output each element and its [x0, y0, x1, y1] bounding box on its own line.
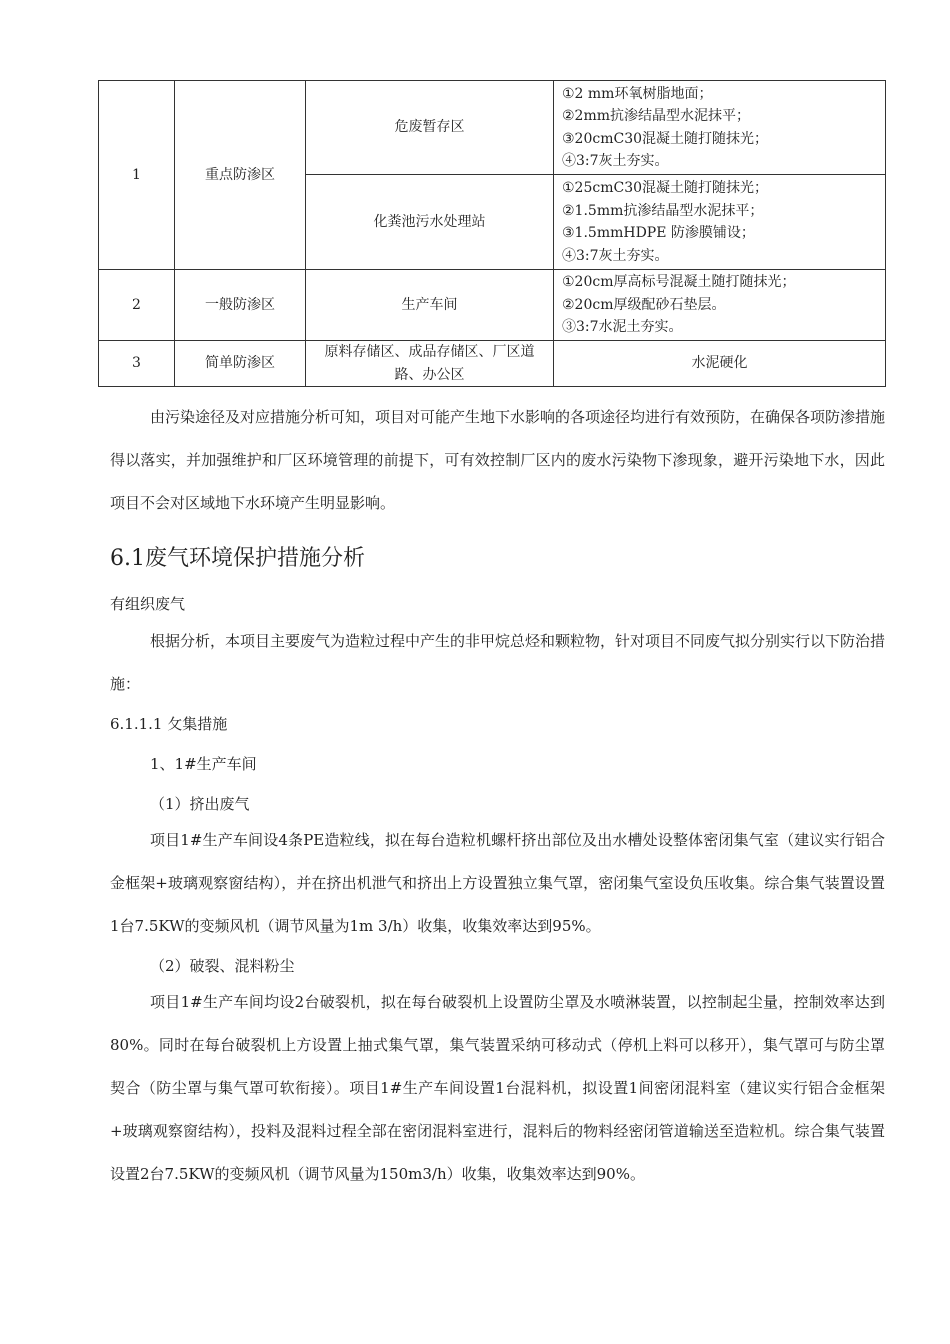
measure-line: ②20cm厚级配砂石垫层。: [562, 296, 726, 313]
seepage-prevention-table: [98, 80, 886, 387]
measure-cell: 水泥硬化: [554, 341, 886, 387]
zone-name: 简单防渗区: [175, 341, 306, 387]
zone-name: 一般防渗区: [175, 270, 306, 341]
row-number: 2: [99, 270, 175, 341]
measure-line: ②2mm抗渗结晶型水泥抹平；: [562, 108, 751, 124]
area-name: 危废暂存区: [306, 81, 554, 175]
measure-line: ③3:7水泥土夯实。: [562, 319, 683, 336]
area-name: 化粪池污水处理站: [306, 175, 554, 270]
row-number: 3: [99, 341, 175, 387]
measures-cell: [554, 175, 886, 270]
subitem-heading: （2）破裂、混料粉尘: [150, 957, 295, 975]
measure-line: ①2 mm环氧树脂地面；: [562, 85, 713, 102]
measure-line: ①25cmC30混凝土随打随抹光；: [562, 180, 769, 196]
row-number: 1: [99, 81, 175, 270]
section-title: 6.1废气环境保护措施分析: [110, 546, 365, 571]
table-row: [99, 270, 886, 341]
measure-line: ④3:7灰土夯实。: [562, 153, 669, 169]
subitem-heading: （1）挤出废气: [150, 795, 250, 813]
conclusion-paragraph: 由污染途径及对应措施分析可知，项目对可能产生地下水影响的各项途径均进行有效预防，在确保各项防渗措施得以落实，并加强维护和厂区环境管理的前提下，可有效控制厂区内的废水污染物下渗现象，避开污染地下水，因此项目不会对区域地下水环境产生明显影响。: [110, 408, 886, 512]
area-name: 生产车间: [306, 270, 554, 341]
item-heading: 1、1#生产车间: [150, 755, 257, 773]
clause-heading: 6.1.1.1 攵集措施: [110, 715, 228, 733]
intro-paragraph: 根据分析，本项目主要废气为造粒过程中产生的非甲烷总烃和颗粒物，针对项目不同废气拟分别实行以下防治措施：: [110, 632, 886, 693]
measure-line: ③20cmC30混凝土随打随抹光；: [562, 130, 769, 147]
measure-line: ②1.5mm抗渗结晶型水泥抹平；: [562, 202, 764, 219]
measure-line: ④3:7灰土夯实。: [562, 247, 669, 264]
table-row: [99, 81, 886, 175]
measures-cell: [554, 270, 886, 341]
crushing-paragraph: 项目1#生产车间均设2台破裂机，拟在每台破裂机上设置防尘罩及水喷淋装置，以控制起尘量，控制效率达到80%。同时在每台破裂机上方设置上抽式集气罩，集气装置采纳可移动式（停机上料可以移开），集气罩可与防尘罩契合（防尘罩与集气罩可软衔接）。项目1#生产车间设置1台混料机，拟设置1间密闭混料室（建议实行铝合金框架+玻璃观察窗结构），投料及混料过程全部在密闭混料室进行，混料后的物料经密闭管道输送至造粒机。综合集气装置设置2台7.5KW的变频风机（调节风量为150m3/h）收集，收集效率达到90%。: [110, 993, 885, 1183]
zone-name: 重点防渗区: [175, 81, 306, 270]
subsection-heading: 有组织废气: [110, 595, 186, 613]
measures-cell: [554, 81, 886, 175]
table-row: [99, 341, 886, 387]
measure-line: ③1.5mmHDPE 防渗膜铺设；: [562, 225, 755, 241]
measure-line: ①20cm厚高标号混凝土随打随抹光；: [562, 274, 796, 291]
area-name: 原料存储区、成品存储区、厂区道路、办公区: [306, 341, 554, 387]
extrusion-paragraph: 项目1#生产车间设4条PE造粒线，拟在每台造粒机螺杆挤出部位及出水槽处设整体密闭集气室（建议实行铝合金框架+玻璃观察窗结构），并在挤出机泄气和挤出上方设置独立集气罩，密闭集气室设负压收集。综合集气装置设置1台7.5KW的变频风机（调节风量为1m 3/h）收集，收集效率达到95%。: [110, 831, 885, 935]
